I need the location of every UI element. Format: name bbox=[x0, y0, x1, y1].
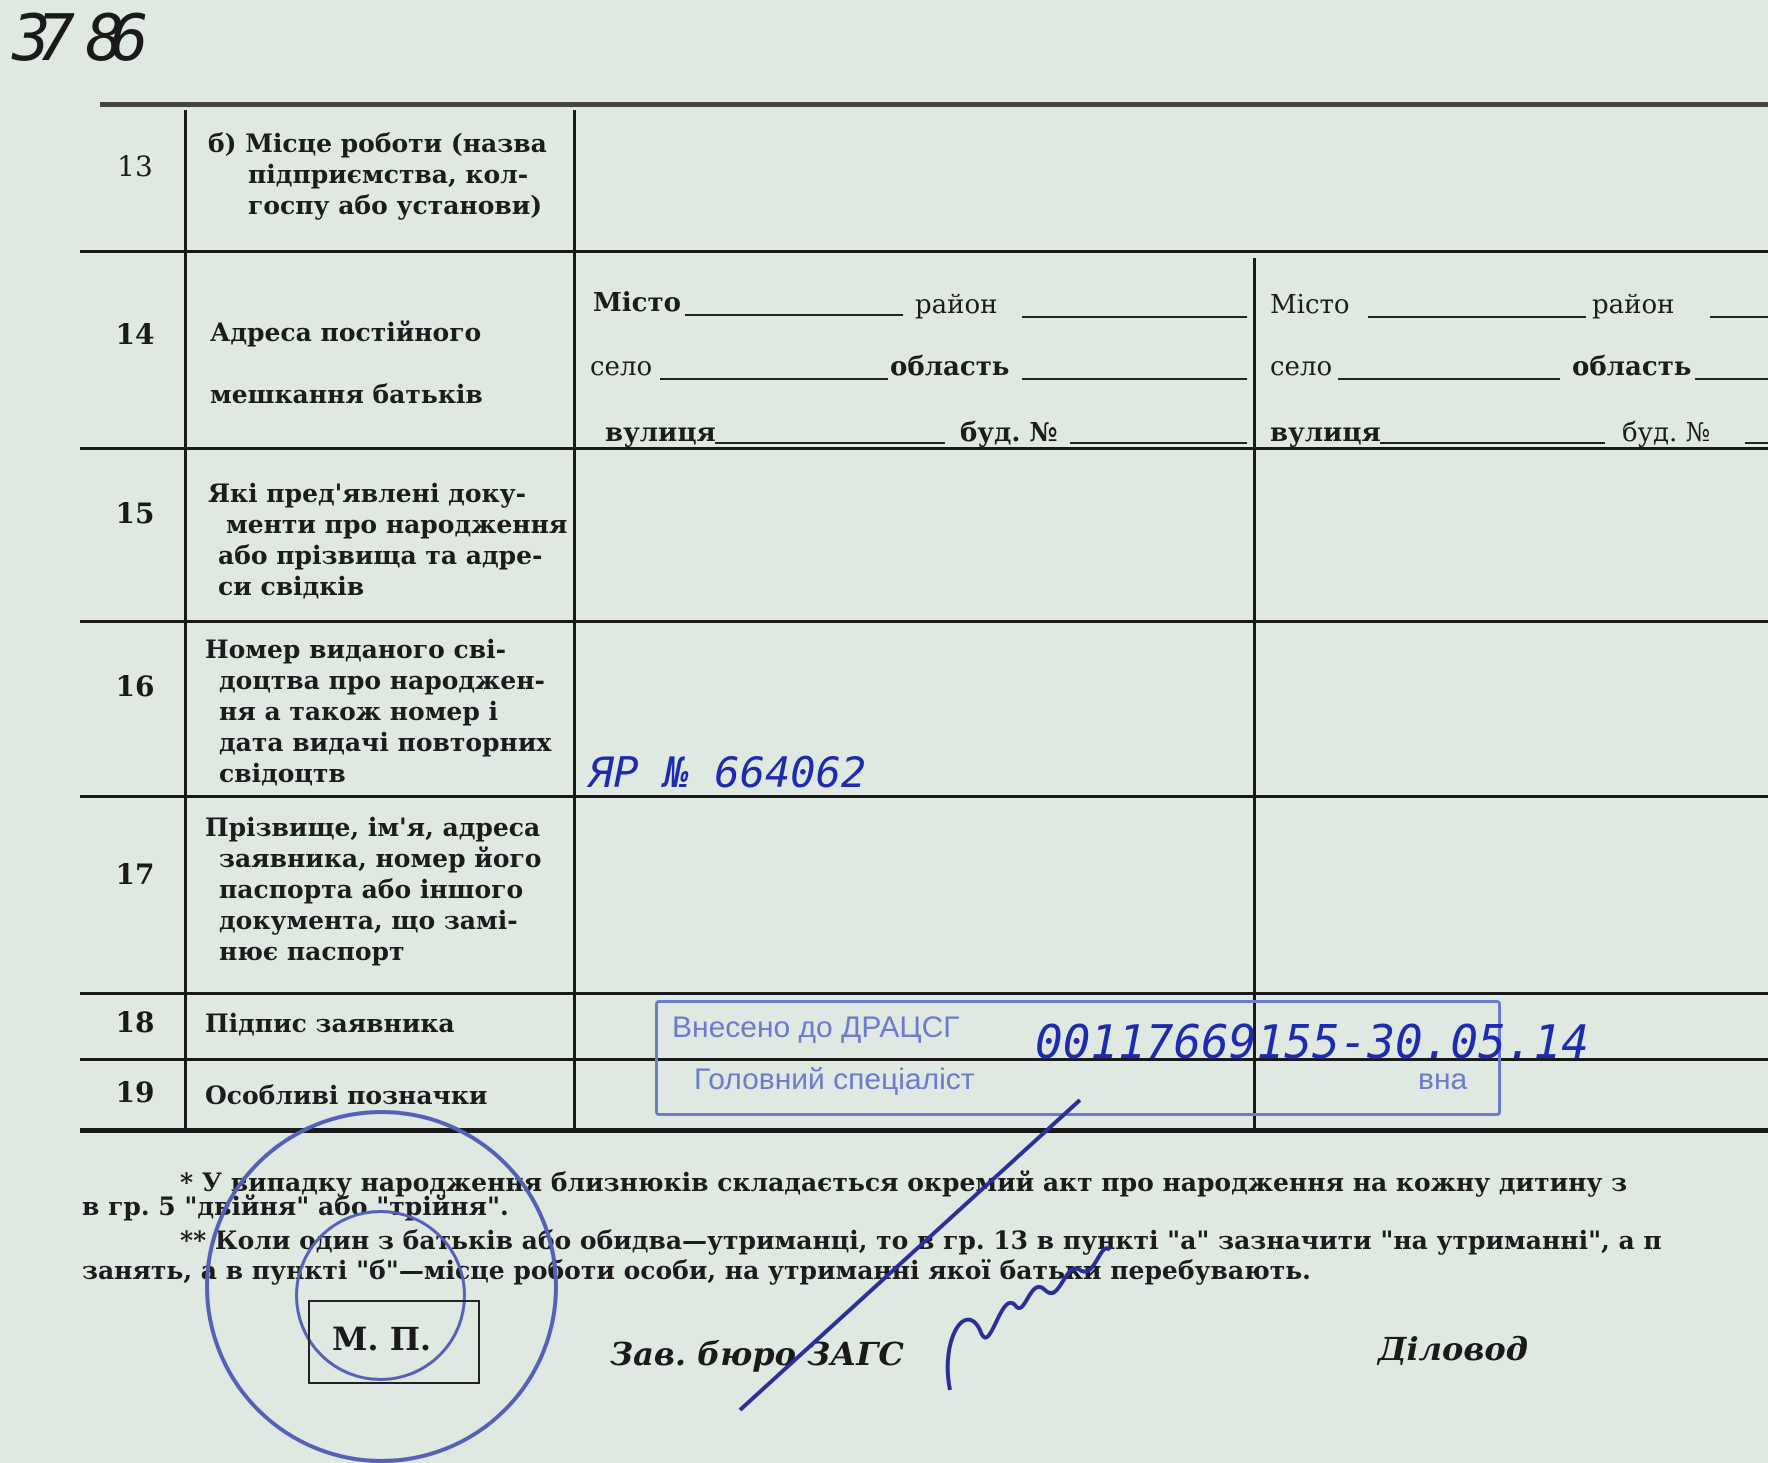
address-house-line-2 bbox=[1745, 442, 1768, 444]
stamp-line-2-end: вна bbox=[1418, 1063, 1468, 1096]
row-number-14: 14 bbox=[115, 318, 155, 351]
row-divider-17-18 bbox=[80, 992, 1768, 995]
address-region-label-1: область bbox=[890, 352, 1010, 382]
address-village-line-1 bbox=[660, 378, 888, 380]
row-number-17: 17 bbox=[115, 858, 155, 891]
num-column-border bbox=[184, 110, 187, 1130]
row-label-14: Адреса постійного мешкання батьків bbox=[210, 318, 483, 409]
row-label-18: Підпис заявника bbox=[205, 1009, 455, 1038]
head-of-bureau-label: Зав. бюро ЗАГС bbox=[610, 1335, 904, 1373]
row-divider-16-17 bbox=[80, 795, 1768, 798]
address-house-label-1: буд. № bbox=[960, 418, 1058, 448]
address-street-label-2: вулиця bbox=[1270, 418, 1381, 448]
handwritten-page-number: 37 86 bbox=[12, 2, 135, 76]
clerk-label: Діловод bbox=[1378, 1330, 1528, 1368]
address-village-label-2: село bbox=[1270, 352, 1333, 382]
address-street-label-1: вулиця bbox=[605, 418, 716, 448]
label-column-border bbox=[573, 110, 576, 1130]
stamp-line-2: Головний спеціаліст bbox=[694, 1063, 975, 1096]
footnote-2-line-2: занять, а в пункті "б"—місце роботи особи, на утриманні якої батьки перебувають. bbox=[82, 1256, 1311, 1285]
row-label-16: Номер виданого сві- доцтва про народжен- ня а також номер і дата видачі повторних свідоцтв bbox=[205, 635, 552, 788]
table-top-line bbox=[100, 102, 1768, 107]
address-district-label-2: район bbox=[1592, 290, 1675, 320]
address-region-label-2: область bbox=[1572, 352, 1692, 382]
row-number-15: 15 bbox=[115, 497, 155, 530]
seal-place-box bbox=[308, 1300, 480, 1384]
row-divider-14-15 bbox=[80, 447, 1768, 450]
address-district-line-1 bbox=[1022, 316, 1247, 318]
address-house-label-2: буд. № bbox=[1622, 418, 1711, 448]
address-city-line-2 bbox=[1368, 316, 1586, 318]
seal-place-label: М. П. bbox=[332, 1320, 432, 1358]
footnote-1-line-1: * У випадку народження близнюків складається окремий акт про народження на кожну дитину з bbox=[180, 1168, 1628, 1197]
address-city-label-1: Місто bbox=[593, 288, 681, 318]
address-city-label-2: Місто bbox=[1270, 290, 1350, 320]
handwritten-registration-code: 00117669155-30.05.14 bbox=[1035, 1015, 1589, 1069]
address-street-line-1 bbox=[715, 442, 945, 444]
row-label-17: Прізвище, ім'я, адреса заявника, номер його паспорта або іншого документа, що замі- нює паспорт bbox=[205, 813, 542, 966]
address-street-line-2 bbox=[1380, 442, 1605, 444]
row-label-19: Особливі позначки bbox=[205, 1081, 488, 1110]
row-number-19: 19 bbox=[115, 1076, 155, 1109]
address-village-line-2 bbox=[1338, 378, 1560, 380]
address-house-line-1 bbox=[1070, 442, 1247, 444]
handwritten-certificate-number: ЯР № 664062 bbox=[588, 748, 867, 797]
row-divider-13-14 bbox=[80, 250, 1768, 253]
row-label-13: б) Місце роботи (назва підприємства, кол- госпу або установи) bbox=[208, 129, 547, 220]
footnote-2-line-1: ** Коли один з батьків або обидва—утриманці, то в гр. 13 в пункті "а" зазначити "на утриманні", а п bbox=[180, 1226, 1662, 1255]
address-region-line-2 bbox=[1695, 378, 1768, 380]
address-region-line-1 bbox=[1022, 378, 1247, 380]
address-district-label-1: район bbox=[915, 290, 998, 320]
handwritten-signature bbox=[700, 1090, 1160, 1413]
row-number-16: 16 bbox=[115, 670, 155, 703]
row-label-15: Які пред'явлені доку- менти про народження або прізвища та адре- си свідків bbox=[208, 479, 568, 601]
row-divider-15-16 bbox=[80, 620, 1768, 623]
stamp-line-1: Внесено до ДРАЦСГ bbox=[672, 1011, 960, 1044]
address-village-label-1: село bbox=[590, 352, 653, 382]
address-district-line-2 bbox=[1710, 316, 1768, 318]
footnote-1-line-2: в гр. 5 "двійня" або "трійня". bbox=[82, 1192, 509, 1221]
row-number-18: 18 bbox=[115, 1006, 155, 1039]
address-city-line-1 bbox=[685, 314, 903, 316]
row-number-13: 13 bbox=[117, 150, 153, 183]
